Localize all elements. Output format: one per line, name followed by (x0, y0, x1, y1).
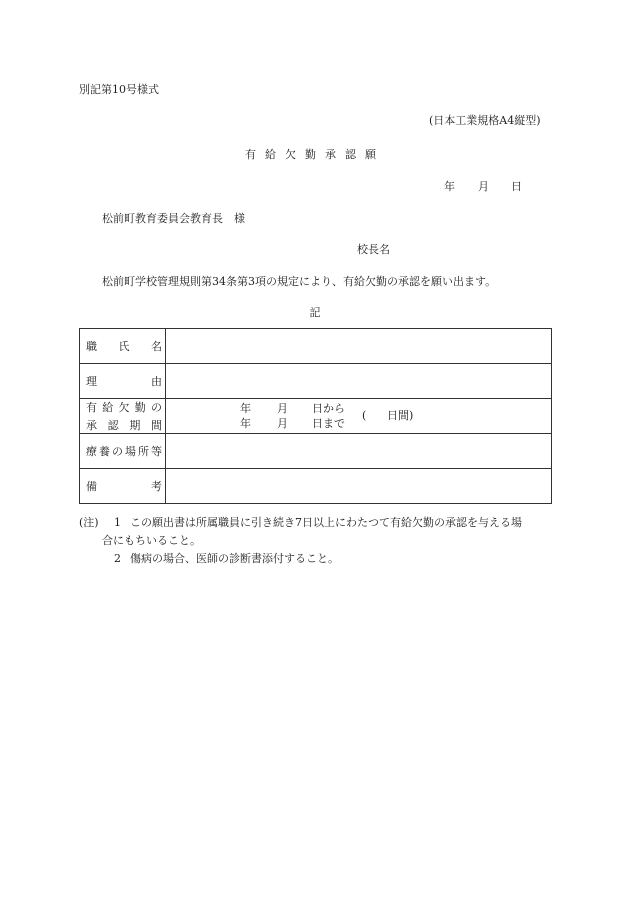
document-title: 有給欠勤承認願 (245, 148, 385, 161)
table-row (80, 469, 552, 504)
date-month: 月 (478, 180, 489, 193)
field-name-position[interactable] (166, 329, 552, 364)
label-text: 理 由 (86, 375, 162, 388)
paper-size-note: (日本工業規格A4縦型) (429, 114, 541, 127)
applicant-principal: 校長名 (357, 243, 390, 256)
label-text: 療 養 の 場 所 等 (86, 445, 162, 458)
label-reason (80, 364, 166, 399)
date-day: 日 (511, 180, 522, 193)
table-row (80, 364, 552, 399)
note-2-text: 傷病の場合、医師の診断書添付すること。 (130, 552, 339, 565)
ki-marker: 記 (309, 306, 321, 319)
label-treatment-place (80, 434, 166, 469)
note-1-text: この願出書は所属職員に引き続き7日以上にわたつて有給欠勤の承認を与える場 (130, 516, 522, 529)
table-row (80, 329, 552, 364)
days-count: 日間) (387, 409, 414, 422)
days-open-paren: ( (362, 409, 367, 422)
label-name-position (80, 329, 166, 364)
note-1-text-cont: 合にもちいること。 (102, 534, 201, 547)
label-leave-period (80, 399, 166, 434)
from-suffix: 日から (312, 402, 345, 415)
form-number: 別記第10号様式 (79, 83, 159, 96)
label-text: 有 給 欠 勤 の (86, 401, 162, 414)
field-treatment-place[interactable] (166, 434, 552, 469)
label-text: 備 考 (86, 480, 162, 493)
date-year: 年 (444, 180, 455, 193)
field-remarks[interactable] (166, 469, 552, 504)
to-month: 月 (277, 417, 288, 430)
table-row (80, 399, 552, 434)
from-month: 月 (277, 402, 288, 415)
note-2-number: 2 (114, 552, 121, 565)
to-suffix: 日まで (312, 417, 345, 430)
field-leave-period[interactable] (166, 399, 552, 434)
application-table (79, 328, 552, 504)
from-year: 年 (240, 402, 251, 415)
field-reason[interactable] (166, 364, 552, 399)
label-text: 承 認 期 間 (86, 419, 162, 432)
note-1-number: 1 (114, 516, 121, 529)
label-text: 職 氏 名 (86, 340, 162, 353)
table-row (80, 434, 552, 469)
addressee: 松前町教育委員会教育長 様 (102, 212, 245, 225)
notes-prefix: (注) (79, 516, 99, 529)
body-text: 松前町学校管理規則第34条第3項の規定により、有給欠勤の承認を願い出ます。 (102, 275, 497, 288)
to-year: 年 (240, 417, 251, 430)
label-remarks (80, 469, 166, 504)
